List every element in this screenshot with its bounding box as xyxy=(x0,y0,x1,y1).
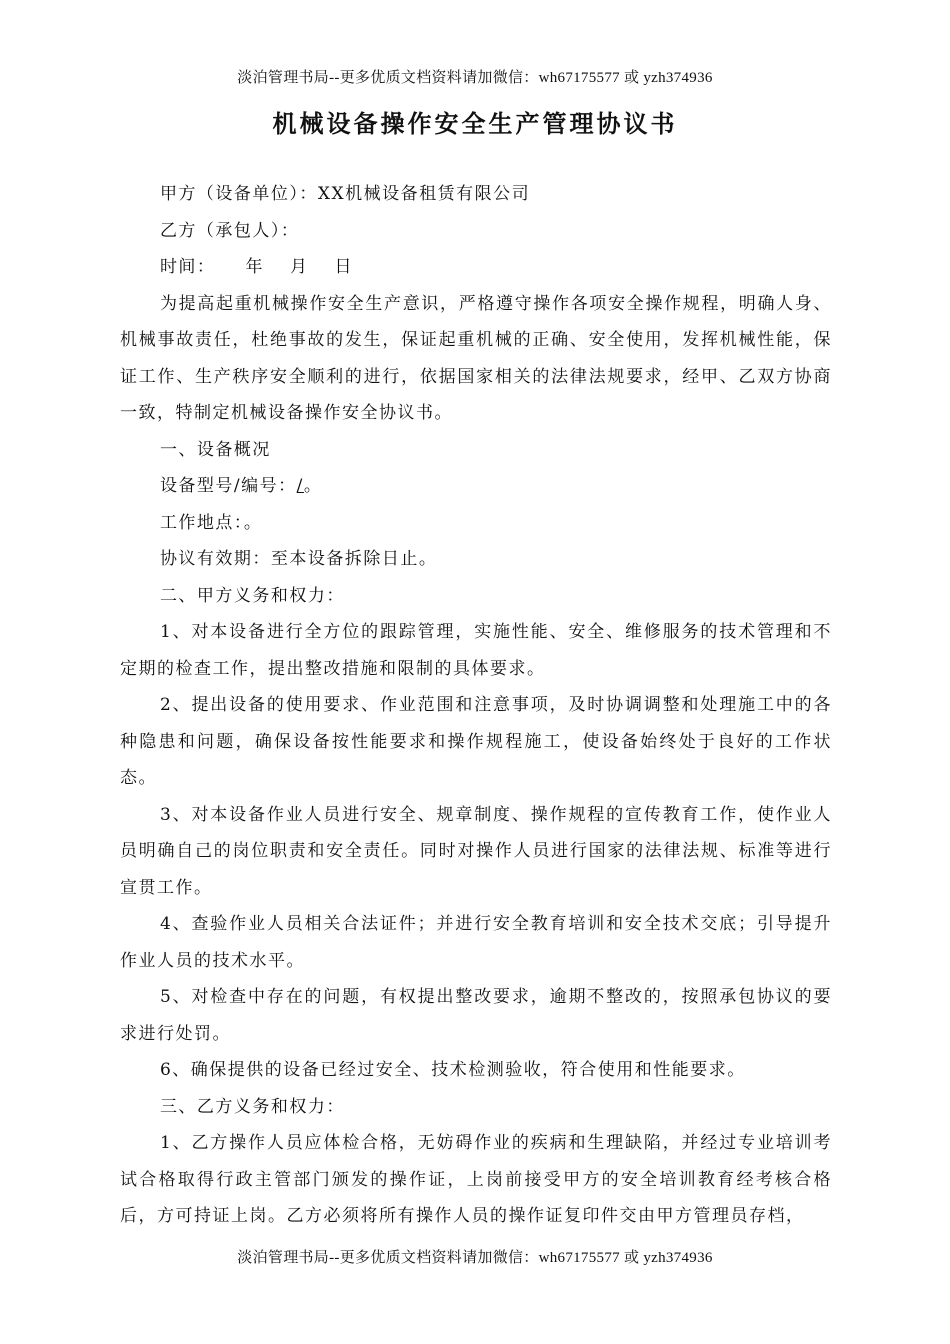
date-line xyxy=(120,249,832,286)
validity-line: 协议有效期：至本设备拆除日止。 xyxy=(159,549,438,569)
date-day: 日 xyxy=(334,257,353,277)
section2-item: 4、查验作业人员相关合法证件；并进行安全教育培训和安全技术交底；引导提升作业人员的技术水平。 xyxy=(120,914,832,971)
section2-item: 5、对检查中存在的问题，有权提出整改要求，逾期不整改的，按照承包协议的要求进行处罚。 xyxy=(120,987,832,1044)
section1-heading: 一、设备概况 xyxy=(159,439,271,460)
equipment-model-line xyxy=(120,468,832,505)
section2-item: 6、确保提供的设备已经过安全、技术检测验收，符合使用和性能要求。 xyxy=(159,1060,746,1080)
document-body xyxy=(120,176,832,1235)
intro-paragraph: 为提高起重机械操作安全生产意识，严格遵守操作各项安全操作规程，明确人身、机械事故责任，杜绝事故的发生，保证起重机械的正确、安全使用，发挥机械性能，保证工作、生产秩序安全顺利的进行，依据国家相关的法律法规要求，经甲、乙双方协商一致，特制定机械设备操作安全协议书。 xyxy=(120,293,832,423)
section3-heading: 三、乙方义务和权力： xyxy=(159,1096,345,1117)
section2-item: 2、提出设备的使用要求、作业范围和注意事项，及时协调调整和处理施工中的各种隐患和问题，确保设备按性能要求和操作规程施工，使设备始终处于良好的工作状态。 xyxy=(120,695,832,788)
equipment-model-value: / xyxy=(296,476,304,496)
date-label: 时间： xyxy=(159,257,216,277)
equipment-model-end: 。 xyxy=(303,476,323,496)
work-location-line: 工作地点：。 xyxy=(159,512,263,533)
section2-heading: 二、甲方义务和权力： xyxy=(159,585,345,606)
date-month: 月 xyxy=(289,257,309,277)
section2-item: 1、对本设备进行全方位的跟踪管理，实施性能、安全、维修服务的技术管理和不定期的检查工作，提出整改措施和限制的具体要求。 xyxy=(120,622,832,679)
document-title: 机械设备操作安全生产管理协议书 xyxy=(272,110,678,138)
page-header: 淡泊管理书局--更多优质文档资料请加微信：wh67175577 或 yzh374936 xyxy=(237,70,713,86)
section2-item: 3、对本设备作业人员进行安全、规章制度、操作规程的宣传教育工作，使作业人员明确自己的岗位职责和安全责任。同时对操作人员进行国家的法律法规、标准等进行宣贯工作。 xyxy=(120,804,832,898)
section3-item: 1、乙方操作人员应体检合格，无妨碍作业的疾病和生理缺陷，并经过专业培训考试合格取得行政主管部门颁发的操作证，上岗前接受甲方的安全培训教育经考核合格后，方可持证上岗。乙方必须将所有操作人员的操作证复印件交由甲方管理员存档， xyxy=(120,1133,832,1226)
party-a-line: 甲方（设备单位）：XX机械设备租赁有限公司 xyxy=(159,184,531,204)
party-b-line: 乙方（承包人）： xyxy=(159,220,300,241)
page-footer: 淡泊管理书局--更多优质文档资料请加微信：wh67175577 或 yzh374936 xyxy=(237,1250,713,1266)
date-year: 年 xyxy=(245,257,264,277)
equipment-model-label: 设备型号/编号： xyxy=(159,476,297,496)
